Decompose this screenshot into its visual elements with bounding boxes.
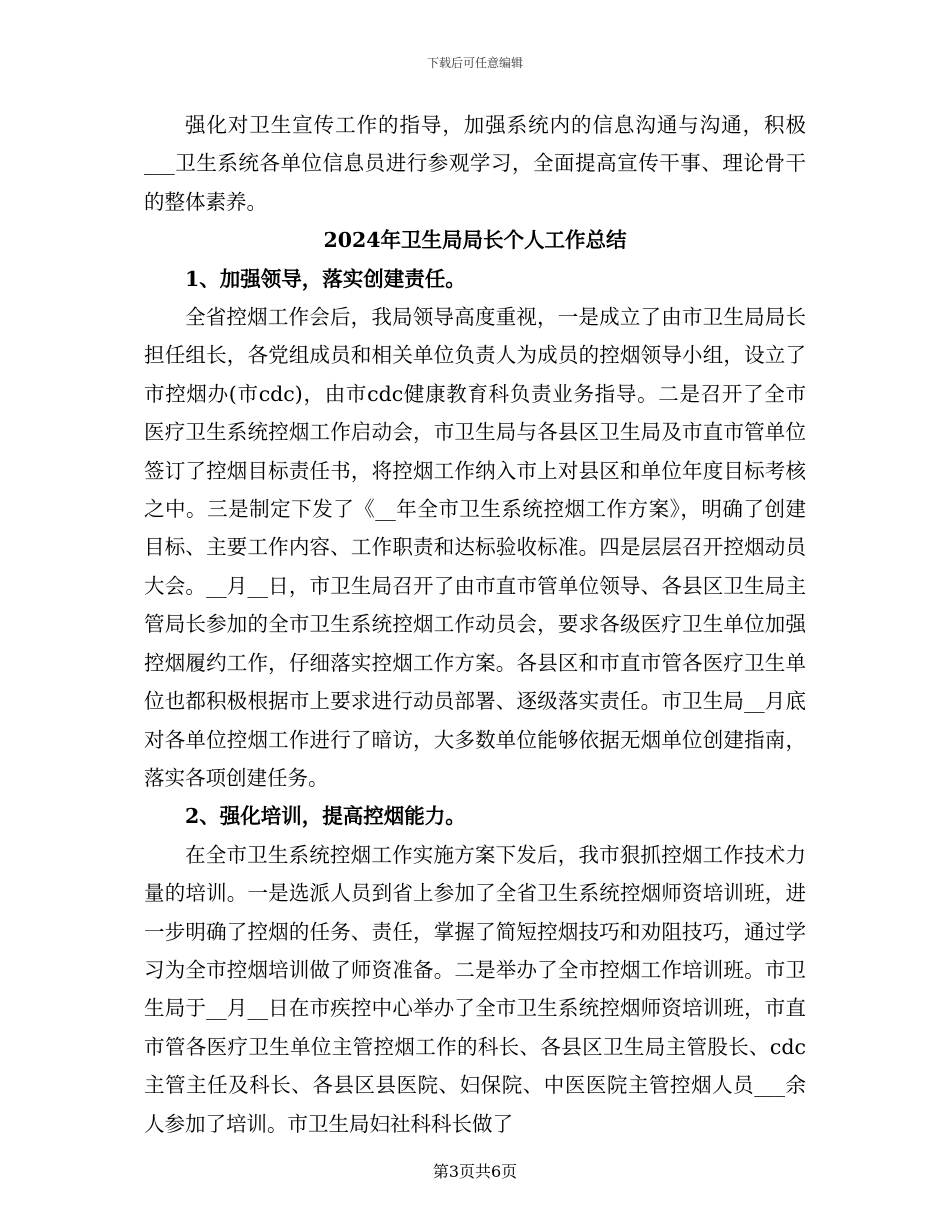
section-1-heading: 1、加强领导，落实创建责任。	[185, 266, 466, 291]
document-title: 2024年卫生局局长个人工作总结	[323, 228, 627, 253]
section-2-paragraph: 在全市卫生系统控烟工作实施方案下发后，我市狠抓控烟工作技术力量的培训。一是选派人员到省上参加了全省卫生系统控烟师资培训班，进一步明确了控烟的任务、责任，掌握了简短控烟技巧和劝阻技巧，通过学习为全市控烟培训做了师资准备。二是举办了全市控烟工作培训班。市卫生局于__月__日在市疾控中心举办了全市卫生系统控烟师资培训班，市直市管各医疗卫生单位主管控烟工作的科长、各县区卫生局主管股长、cdc主管主任及科长、各县区县医院、妇保院、中医医院主管控烟人员___余人参加了培训。市卫生局妇社科科长做了	[144, 842, 806, 1136]
page-footer: 第3页共6页	[432, 1162, 518, 1181]
document-body	[144, 106, 806, 1143]
intro-paragraph: 强化对卫生宣传工作的指导，加强系统内的信息沟通与沟通，积极___卫生系统各单位信息员进行参观学习，全面提高宣传干事、理论骨干的整体素养。	[144, 113, 806, 214]
section-2-heading: 2、强化培训，提高控烟能力。	[185, 804, 466, 829]
section-1-paragraph: 全省控烟工作会后，我局领导高度重视，一是成立了由市卫生局局长担任组长，各党组成员和相关单位负责人为成员的控烟领导小组，设立了市控烟办(市cdc)，由市cdc健康教育科负责业务指导。二是召开了全市医疗卫生系统控烟工作启动会，市卫生局与各县区卫生局及市直市管单位签订了控烟目标责任书，将控烟工作纳入市上对县区和单位年度目标考核之中。三是制定下发了《__年全市卫生系统控烟工作方案》，明确了创建目标、主要工作内容、工作职责和达标验收标准。四是层层召开控烟动员大会。__月__日，市卫生局召开了由市直市管单位领导、各县区卫生局主管局长参加的全市卫生系统控烟工作动员会，要求各级医疗卫生单位加强控烟履约工作，仔细落实控烟工作方案。各县区和市直市管各医疗卫生单位也都积极根据市上要求进行动员部署、逐级落实责任。市卫生局__月底对各单位控烟工作进行了暗访，大多数单位能够依据无烟单位创建指南，落实各项创建任务。	[144, 305, 806, 790]
page-header: 下载后可任意编辑	[426, 56, 523, 70]
